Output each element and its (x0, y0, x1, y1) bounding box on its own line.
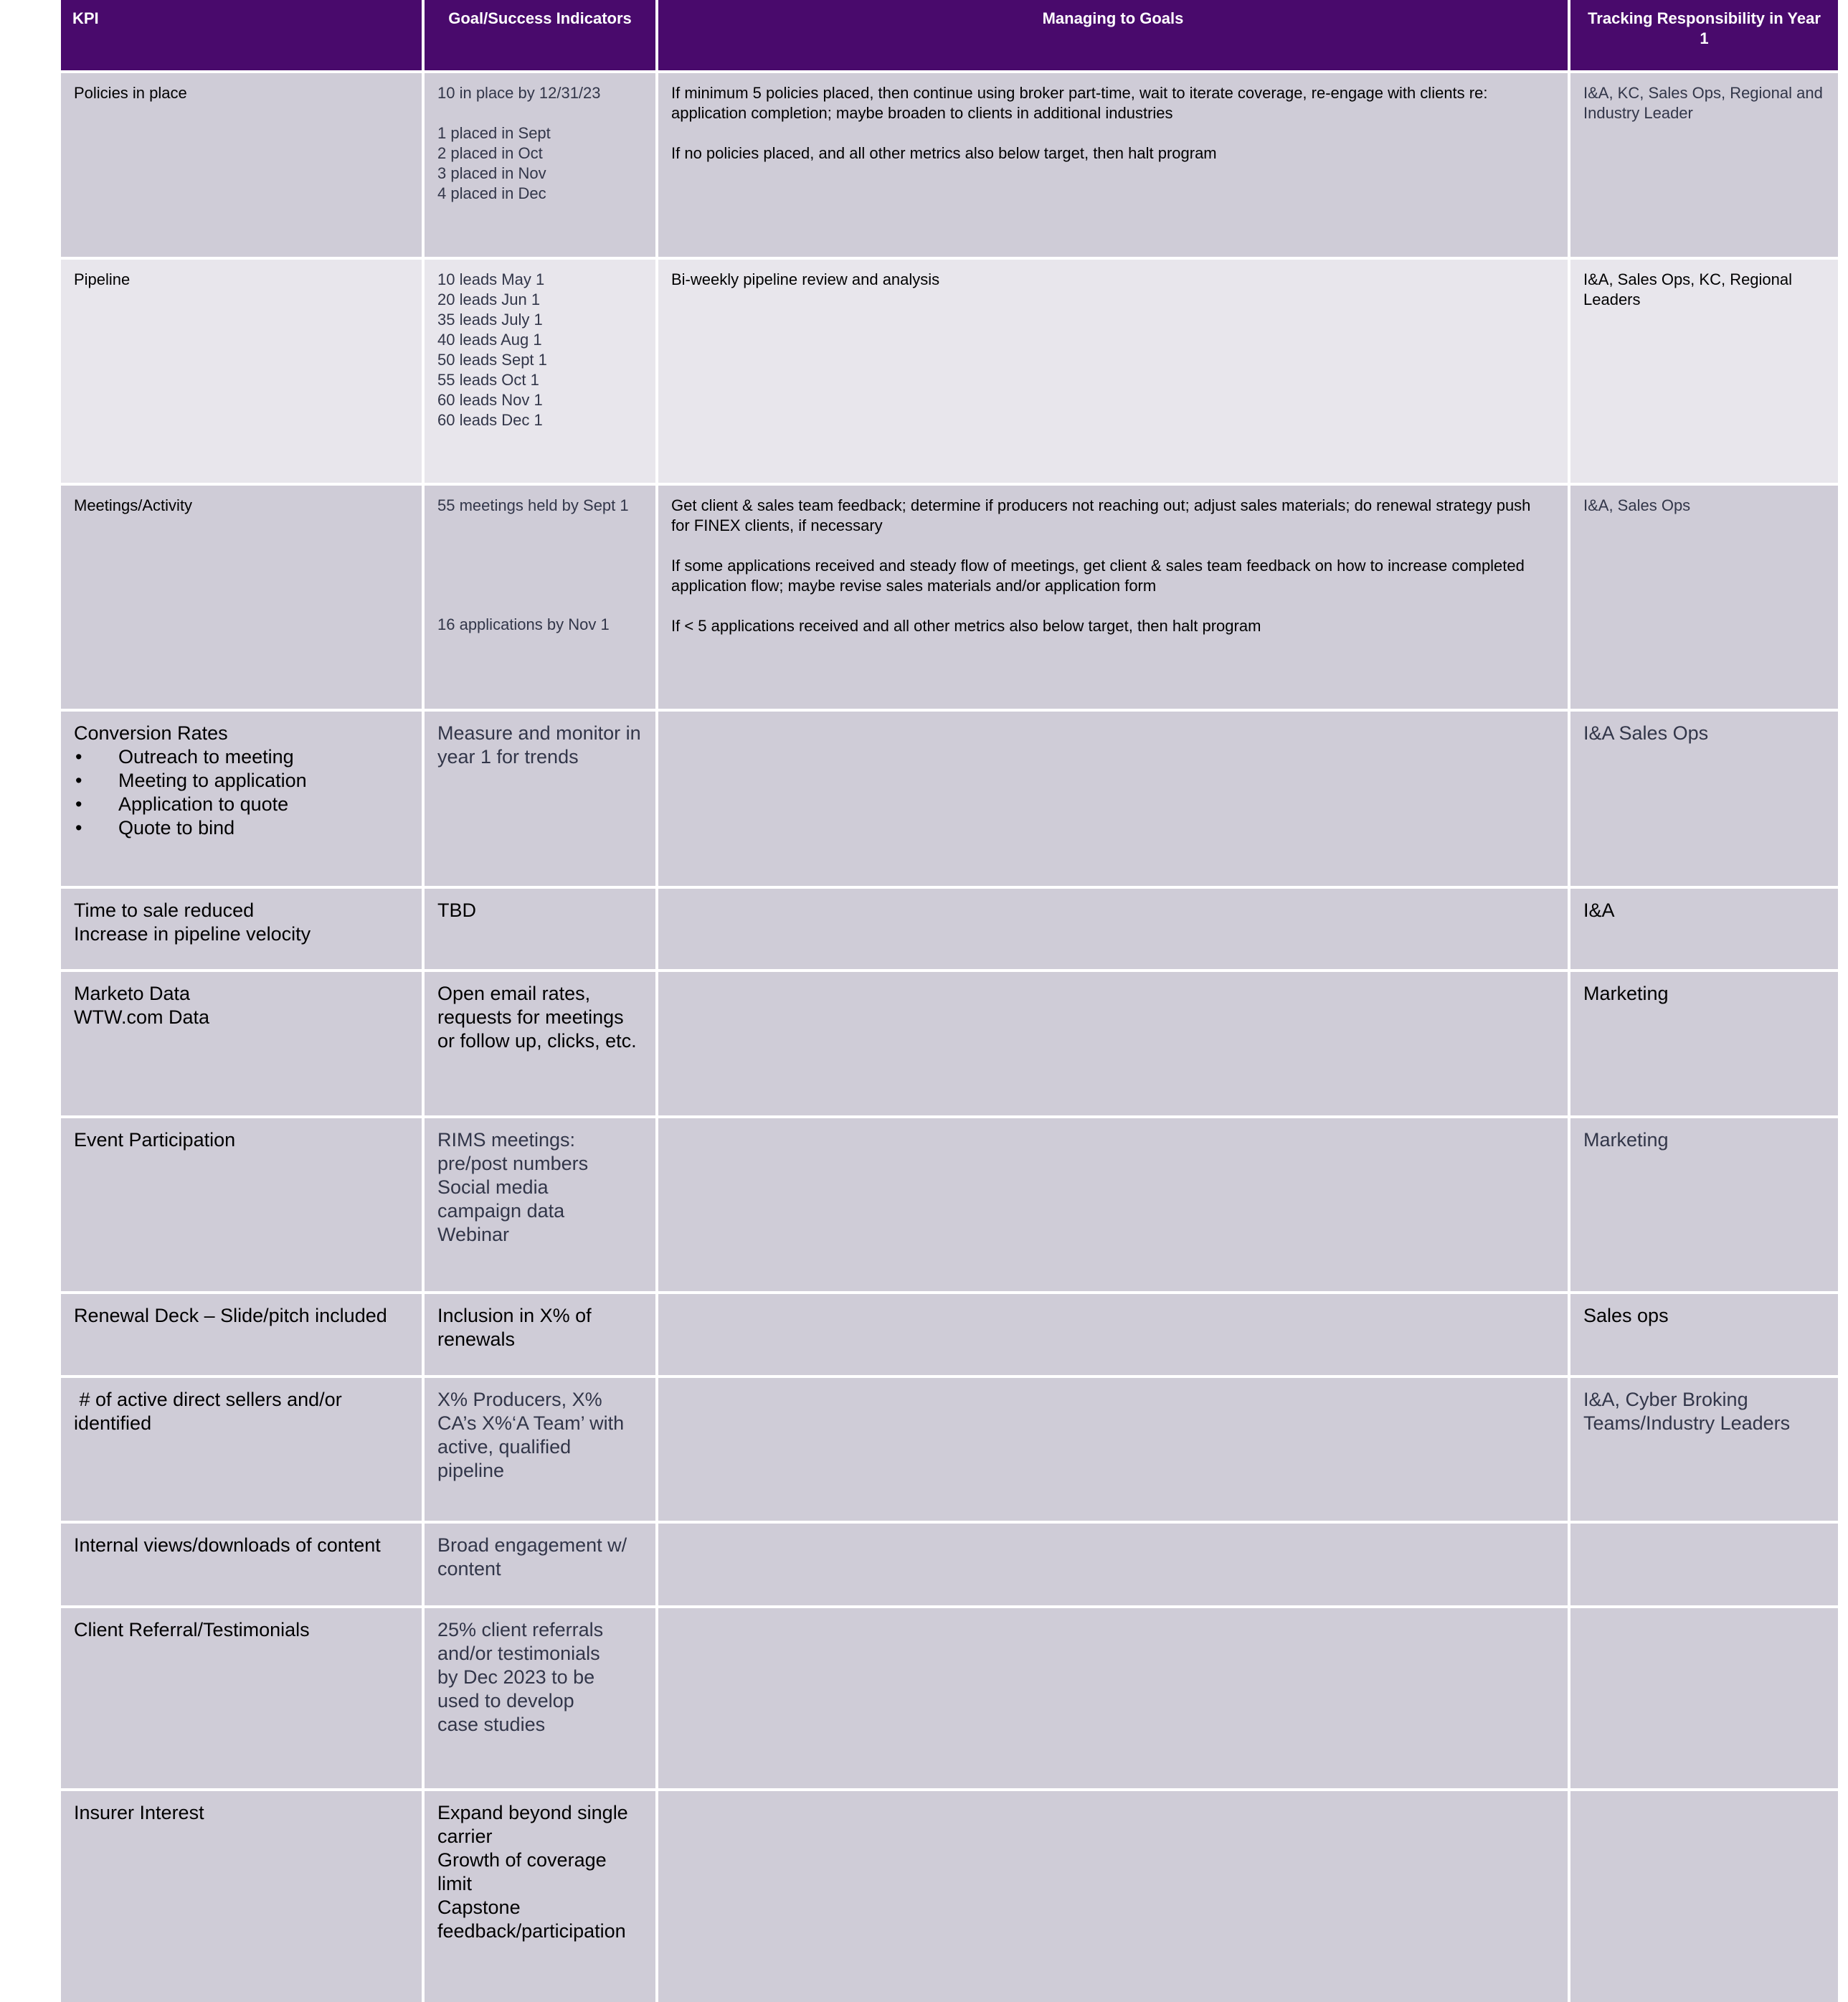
tracking-cell (1570, 1608, 1838, 1788)
goal-line: 2 placed in Oct (437, 144, 543, 162)
managing-text: Get client & sales team feedback; determine if producers not reaching out; adjust sales materials; do renewal strategy push for FINEX clients, if necessary (671, 496, 1531, 534)
tracking-cell (1570, 889, 1838, 969)
goal-line: 1 placed in Sept (437, 124, 551, 142)
kpi-cell (61, 486, 422, 709)
goal-cell (425, 889, 655, 969)
kpi-label: Internal views/downloads of content (74, 1534, 381, 1556)
tracking-cell (1570, 1791, 1838, 2002)
kpi-bullet: • Quote to bind (74, 816, 409, 840)
goal-cell (425, 972, 655, 1115)
kpi-cell (61, 1294, 422, 1375)
managing-cell (658, 1524, 1568, 1605)
managing-text: Bi-weekly pipeline review and analysis (671, 270, 940, 288)
goal-line: Social media (437, 1176, 549, 1198)
goal-line: 20 leads Jun 1 (437, 291, 541, 308)
goal-cell (425, 712, 655, 886)
managing-cell (658, 1608, 1568, 1788)
kpi-bullet: • Outreach to meeting (74, 745, 409, 769)
goal-line: RIMS meetings: (437, 1129, 576, 1151)
managing-cell (658, 1118, 1568, 1291)
tracking-cell (1570, 972, 1838, 1115)
goal-line: Growth of coverage limit (437, 1849, 607, 1894)
kpi-cell (61, 73, 422, 257)
tracking-text: Marketing (1583, 983, 1669, 1004)
kpi-cell (61, 889, 422, 969)
kpi-cell (61, 260, 422, 483)
kpi-cell (61, 1524, 422, 1605)
tracking-text: I&A, KC, Sales Ops, Regional and Industry Leader (1583, 84, 1823, 122)
goal-line: 10 leads May 1 (437, 270, 545, 288)
kpi-table (61, 0, 1829, 1969)
goal-text: TBD (437, 900, 476, 921)
managing-text: If < 5 applications received and all other metrics also below target, then halt program (671, 617, 1261, 635)
kpi-cell (61, 972, 422, 1115)
tracking-cell (1570, 73, 1838, 257)
goal-line: pre/post numbers (437, 1153, 589, 1174)
goal-line: 40 leads Aug 1 (437, 331, 542, 349)
goal-line: 50 leads Sept 1 (437, 351, 547, 369)
goal-line: 60 leads Nov 1 (437, 391, 543, 409)
goal-text: Inclusion in X% of renewals (437, 1305, 592, 1350)
kpi-bullet: • Application to quote (74, 793, 409, 816)
managing-cell (658, 1791, 1568, 2002)
goal-cell (425, 486, 655, 709)
kpi-label: Conversion Rates (74, 722, 228, 744)
goal-cell (425, 1608, 655, 1788)
goal-line: 60 leads Dec 1 (437, 411, 543, 429)
kpi-bullet: • Meeting to application (74, 769, 409, 793)
goal-line: campaign data (437, 1200, 565, 1222)
kpi-label: Pipeline (74, 270, 131, 288)
header-managing: Managing to Goals (658, 0, 1568, 70)
kpi-cell (61, 712, 422, 886)
kpi-cell (61, 1791, 422, 2002)
goal-line: 16 applications by Nov 1 (437, 615, 610, 633)
goal-line: 55 leads Oct 1 (437, 371, 539, 389)
managing-cell (658, 712, 1568, 886)
goal-cell (425, 73, 655, 257)
kpi-cell (61, 1378, 422, 1521)
goal-text: Open email rates, requests for meetings or follow up, clicks, etc. (437, 983, 637, 1052)
kpi-label: Renewal Deck – Slide/pitch included (74, 1305, 387, 1326)
kpi-label: Event Participation (74, 1129, 236, 1151)
goal-cell (425, 1791, 655, 2002)
managing-cell (658, 1378, 1568, 1521)
managing-text: If some applications received and steady flow of meetings, get client & sales team feedback on how to increase completed application flow; maybe revise sales materials and/or application form (671, 557, 1525, 595)
goal-line: Webinar (437, 1224, 510, 1245)
tracking-cell (1570, 260, 1838, 483)
goal-cell (425, 1118, 655, 1291)
tracking-text: I&A, Cyber Broking Teams/Industry Leaders (1583, 1389, 1791, 1434)
managing-cell (658, 260, 1568, 483)
kpi-label: # of active direct sellers and/or identified (74, 1389, 348, 1434)
managing-text: If no policies placed, and all other metrics also below target, then halt program (671, 144, 1217, 162)
goal-text: X% Producers, X% CA’s X%‘A Team’ with active, qualified pipeline (437, 1389, 625, 1481)
goal-cell (425, 1294, 655, 1375)
header-kpi: KPI (61, 0, 422, 70)
tracking-cell (1570, 1378, 1838, 1521)
managing-cell (658, 1294, 1568, 1375)
goal-line: Capstone feedback/participation (437, 1897, 626, 1942)
kpi-label: Client Referral/Testimonials (74, 1619, 310, 1640)
kpi-label: Time to sale reduced (74, 900, 255, 921)
kpi-bullet-list (74, 745, 409, 840)
managing-text: If minimum 5 policies placed, then continue using broker part-time, wait to iterate coverage, re-engage with clients re: application completion; maybe broaden to clients in additional industries (671, 84, 1488, 122)
tracking-cell (1570, 1294, 1838, 1375)
kpi-label: Insurer Interest (74, 1802, 204, 1823)
tracking-cell (1570, 712, 1838, 886)
kpi-label: Marketo Data (74, 983, 191, 1004)
goal-text: 25% client referrals and/or testimonials by Dec 2023 to be used to develop case studies (437, 1619, 604, 1735)
goal-line: 55 meetings held by Sept 1 (437, 496, 629, 514)
tracking-text: Sales ops (1583, 1305, 1669, 1326)
kpi-cell (61, 1118, 422, 1291)
goal-line: 4 placed in Dec (437, 184, 546, 202)
goal-line: 3 placed in Nov (437, 164, 546, 182)
managing-cell (658, 972, 1568, 1115)
tracking-text: I&A Sales Ops (1583, 722, 1709, 744)
goal-text: Measure and monitor in year 1 for trends (437, 722, 641, 768)
tracking-cell (1570, 1524, 1838, 1605)
tracking-text: Marketing (1583, 1129, 1669, 1151)
header-tracking: Tracking Responsibility in Year 1 (1570, 0, 1838, 70)
managing-cell (658, 486, 1568, 709)
managing-cell (658, 889, 1568, 969)
goal-cell (425, 1378, 655, 1521)
goal-line: 35 leads July 1 (437, 311, 543, 329)
header-goal: Goal/Success Indicators (425, 0, 655, 70)
goal-line: Expand beyond single carrier (437, 1802, 628, 1847)
tracking-text: I&A (1583, 900, 1615, 921)
tracking-cell (1570, 1118, 1838, 1291)
managing-cell (658, 73, 1568, 257)
goal-cell (425, 1524, 655, 1605)
tracking-cell (1570, 486, 1838, 709)
goal-text: Broad engagement w/ content (437, 1534, 627, 1580)
kpi-label: WTW.com Data (74, 1006, 210, 1028)
tracking-text: I&A, Sales Ops (1583, 496, 1691, 514)
tracking-text: I&A, Sales Ops, KC, Regional Leaders (1583, 270, 1793, 308)
goal-line: 10 in place by 12/31/23 (437, 84, 601, 102)
kpi-cell (61, 1608, 422, 1788)
kpi-label: Increase in pipeline velocity (74, 923, 311, 945)
kpi-label: Meetings/Activity (74, 496, 193, 514)
kpi-label: Policies in place (74, 84, 187, 102)
goal-cell (425, 260, 655, 483)
